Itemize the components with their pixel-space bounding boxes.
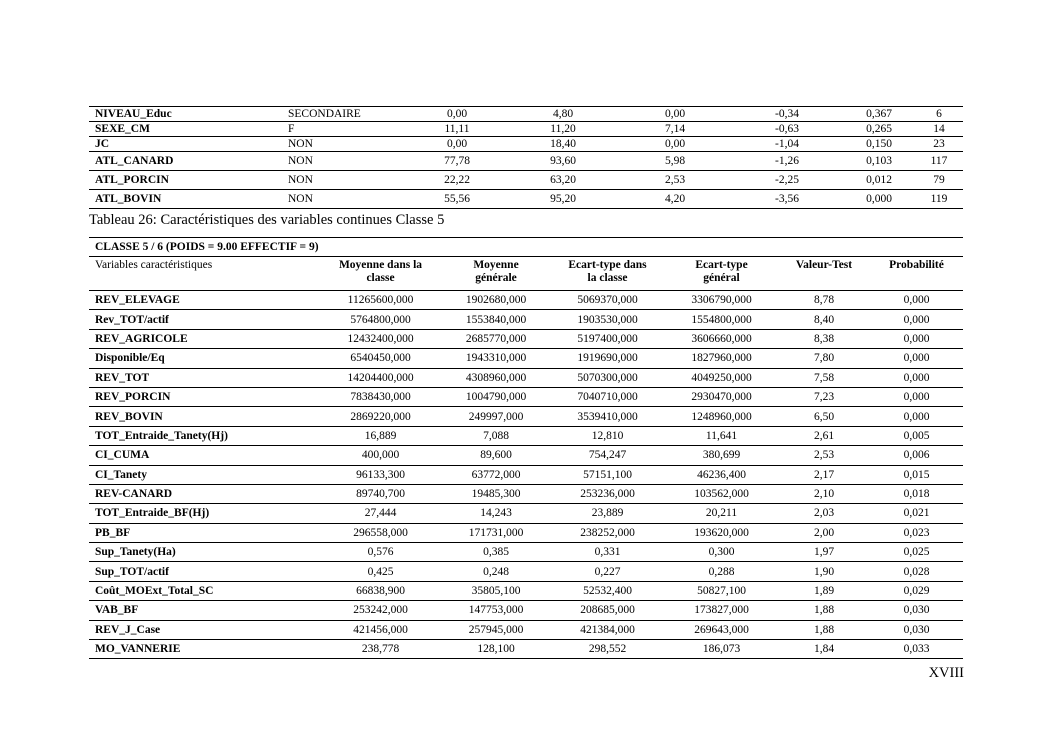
table-row (89, 171, 963, 190)
table-row (89, 504, 963, 523)
value-cell: 238,778 (319, 640, 442, 659)
table-row (89, 620, 963, 639)
value-cell: 1943310,000 (442, 349, 550, 368)
modality-cell: F (282, 122, 407, 137)
value-cell: 0,00 (407, 107, 507, 122)
column-header (89, 257, 319, 291)
value-cell: 193620,000 (665, 523, 778, 542)
value-cell: 2930470,000 (665, 387, 778, 406)
value-cell: 1248960,000 (665, 407, 778, 426)
header-row (89, 257, 963, 291)
value-cell: -0,63 (731, 122, 843, 137)
variable-name-cell: JC (89, 137, 282, 152)
value-cell: 0,425 (319, 562, 442, 581)
value-cell: 2,61 (778, 426, 870, 445)
value-cell: 14,243 (442, 504, 550, 523)
value-cell: 0,265 (843, 122, 915, 137)
value-cell: 3606660,000 (665, 329, 778, 348)
modality-cell: NON (282, 152, 407, 171)
table-row (89, 190, 963, 209)
value-cell: 11,11 (407, 122, 507, 137)
value-cell: 12,810 (550, 426, 665, 445)
value-cell: 63772,000 (442, 465, 550, 484)
value-cell: 208685,000 (550, 601, 665, 620)
value-cell: 5069370,000 (550, 291, 665, 310)
value-cell: 0,000 (870, 368, 963, 387)
value-cell: 2,53 (778, 446, 870, 465)
variable-name-cell: MO_VANNERIE (89, 640, 319, 659)
table-row (89, 601, 963, 620)
value-cell: 1554800,000 (665, 310, 778, 329)
value-cell: 55,56 (407, 190, 507, 209)
variable-name-cell: REV_J_Case (89, 620, 319, 639)
value-cell: 2,00 (778, 523, 870, 542)
value-cell: 50827,100 (665, 581, 778, 600)
value-cell: 2,53 (619, 171, 731, 190)
column-header-line1: Moyenne dans la (338, 259, 423, 271)
variable-name-cell: ATL_PORCIN (89, 171, 282, 190)
value-cell: 11265600,000 (319, 291, 442, 310)
value-cell: 1,84 (778, 640, 870, 659)
value-cell: 421456,000 (319, 620, 442, 639)
value-cell: 95,20 (507, 190, 619, 209)
column-header-line2: la classe (587, 272, 628, 284)
value-cell: 4,20 (619, 190, 731, 209)
column-header-line1: Ecart-type dans (568, 259, 647, 271)
value-cell: 0,021 (870, 504, 963, 523)
variable-name-cell: CI_Tanety (89, 465, 319, 484)
value-cell: 57151,100 (550, 465, 665, 484)
value-cell: 11,20 (507, 122, 619, 137)
value-cell: 1,97 (778, 543, 870, 562)
modality-cell: SECONDAIRE (282, 107, 407, 122)
table-row (89, 465, 963, 484)
column-header (778, 257, 870, 291)
table-row (89, 562, 963, 581)
column-header (319, 257, 442, 291)
value-cell: 0,023 (870, 523, 963, 542)
value-cell: 0,028 (870, 562, 963, 581)
value-cell: 18,40 (507, 137, 619, 152)
value-cell: 27,444 (319, 504, 442, 523)
value-cell: 4049250,000 (665, 368, 778, 387)
value-cell: 14204400,000 (319, 368, 442, 387)
value-cell: 298,552 (550, 640, 665, 659)
column-header-line2: générale (475, 272, 517, 284)
table-row (89, 426, 963, 445)
value-cell: 754,247 (550, 446, 665, 465)
variable-name-cell: SEXE_CM (89, 122, 282, 137)
value-cell: -1,26 (731, 152, 843, 171)
variable-name-cell: ATL_BOVIN (89, 190, 282, 209)
table-row (89, 152, 963, 171)
variable-name-cell: REV-CANARD (89, 484, 319, 503)
value-cell: 4308960,000 (442, 368, 550, 387)
variable-name-cell: PB_BF (89, 523, 319, 542)
value-cell: 0,030 (870, 620, 963, 639)
column-header (665, 257, 778, 291)
value-cell: 0,000 (870, 349, 963, 368)
value-cell: -3,56 (731, 190, 843, 209)
variable-name-cell: CI_CUMA (89, 446, 319, 465)
value-cell: 11,641 (665, 426, 778, 445)
value-cell: 79 (915, 171, 963, 190)
value-cell: 380,699 (665, 446, 778, 465)
value-cell: 6540450,000 (319, 349, 442, 368)
value-cell: 4,80 (507, 107, 619, 122)
value-cell: 2,10 (778, 484, 870, 503)
value-cell: 2,03 (778, 504, 870, 523)
variable-name-cell: Sup_TOT/actif (89, 562, 319, 581)
value-cell: 421384,000 (550, 620, 665, 639)
value-cell: 253236,000 (550, 484, 665, 503)
table-row (89, 407, 963, 426)
value-cell: 269643,000 (665, 620, 778, 639)
value-cell: 238252,000 (550, 523, 665, 542)
value-cell: 0,00 (619, 137, 731, 152)
value-cell: 0,227 (550, 562, 665, 581)
value-cell: 3539410,000 (550, 407, 665, 426)
value-cell: 0,367 (843, 107, 915, 122)
table-caption: Tableau 26: Caractéristiques des variables continues Classe 5 (89, 212, 445, 228)
value-cell: 66838,900 (319, 581, 442, 600)
value-cell: 0,006 (870, 446, 963, 465)
variable-name-cell: TOT_Entraide_BF(Hj) (89, 504, 319, 523)
column-header-line1: Probabilité (889, 259, 944, 271)
column-header-line2: général (703, 272, 740, 284)
value-cell: 7838430,000 (319, 387, 442, 406)
modality-cell: NON (282, 171, 407, 190)
value-cell: 147753,000 (442, 601, 550, 620)
value-cell: -2,25 (731, 171, 843, 190)
value-cell: 7,088 (442, 426, 550, 445)
value-cell: 5764800,000 (319, 310, 442, 329)
value-cell: 7040710,000 (550, 387, 665, 406)
table-row (89, 122, 963, 137)
value-cell: 0,300 (665, 543, 778, 562)
value-cell: 3306790,000 (665, 291, 778, 310)
column-header-line1: Ecart-type (695, 259, 748, 271)
column-header (442, 257, 550, 291)
variable-name-cell: Rev_TOT/actif (89, 310, 319, 329)
value-cell: 0,248 (442, 562, 550, 581)
value-cell: 22,22 (407, 171, 507, 190)
table-row (89, 329, 963, 348)
value-cell: 35805,100 (442, 581, 550, 600)
value-cell: 296558,000 (319, 523, 442, 542)
column-header-line1: Variables caractéristiques (95, 259, 213, 271)
value-cell: 63,20 (507, 171, 619, 190)
value-cell: 0,000 (870, 291, 963, 310)
value-cell: 89,600 (442, 446, 550, 465)
value-cell: 103562,000 (665, 484, 778, 503)
value-cell: 0,005 (870, 426, 963, 445)
variable-name-cell: NIVEAU_Educ (89, 107, 282, 122)
value-cell: 1,90 (778, 562, 870, 581)
value-cell: 0,150 (843, 137, 915, 152)
value-cell: 0,018 (870, 484, 963, 503)
value-cell: 0,000 (870, 329, 963, 348)
value-cell: 1,89 (778, 581, 870, 600)
value-cell: 6,50 (778, 407, 870, 426)
variable-name-cell: TOT_Entraide_Tanety(Hj) (89, 426, 319, 445)
value-cell: 0,00 (619, 107, 731, 122)
value-cell: -0,34 (731, 107, 843, 122)
modalities-table (89, 106, 963, 209)
value-cell: 1553840,000 (442, 310, 550, 329)
value-cell: 52532,400 (550, 581, 665, 600)
value-cell: 89740,700 (319, 484, 442, 503)
value-cell: 19485,300 (442, 484, 550, 503)
value-cell: 1827960,000 (665, 349, 778, 368)
value-cell: 0,012 (843, 171, 915, 190)
table-row (89, 137, 963, 152)
value-cell: 5197400,000 (550, 329, 665, 348)
value-cell: 93,60 (507, 152, 619, 171)
value-cell: 0,000 (843, 190, 915, 209)
value-cell: 257945,000 (442, 620, 550, 639)
value-cell: 20,211 (665, 504, 778, 523)
value-cell: 8,40 (778, 310, 870, 329)
column-header-line2: classe (366, 272, 395, 284)
class-title: CLASSE 5 / 6 (POIDS = 9.00 EFFECTIF = 9) (89, 238, 963, 257)
value-cell: 14 (915, 122, 963, 137)
value-cell: 0,033 (870, 640, 963, 659)
table-row (89, 310, 963, 329)
value-cell: 173827,000 (665, 601, 778, 620)
variable-name-cell: REV_TOT (89, 368, 319, 387)
value-cell: 0,000 (870, 310, 963, 329)
column-header-line1: Valeur-Test (795, 259, 853, 271)
variable-name-cell: Disponible/Eq (89, 349, 319, 368)
value-cell: 1902680,000 (442, 291, 550, 310)
value-cell: 249997,000 (442, 407, 550, 426)
value-cell: 1004790,000 (442, 387, 550, 406)
variable-name-cell: Coût_MOExt_Total_SC (89, 581, 319, 600)
value-cell: 0,00 (407, 137, 507, 152)
value-cell: 7,23 (778, 387, 870, 406)
variable-name-cell: ATL_CANARD (89, 152, 282, 171)
value-cell: 6 (915, 107, 963, 122)
column-header (550, 257, 665, 291)
variable-name-cell: REV_PORCIN (89, 387, 319, 406)
value-cell: 23 (915, 137, 963, 152)
value-cell: 0,288 (665, 562, 778, 581)
value-cell: 5,98 (619, 152, 731, 171)
value-cell: 186,073 (665, 640, 778, 659)
page-number: XVIII (928, 665, 964, 681)
value-cell: 46236,400 (665, 465, 778, 484)
value-cell: 117 (915, 152, 963, 171)
table-row (89, 368, 963, 387)
table-row (89, 291, 963, 310)
value-cell: 1903530,000 (550, 310, 665, 329)
value-cell: 8,78 (778, 291, 870, 310)
variable-name-cell: Sup_Tanety(Ha) (89, 543, 319, 562)
value-cell: 7,58 (778, 368, 870, 387)
table-row (89, 387, 963, 406)
value-cell: 16,889 (319, 426, 442, 445)
table-row (89, 523, 963, 542)
value-cell: 77,78 (407, 152, 507, 171)
value-cell: 0,000 (870, 407, 963, 426)
value-cell: 253242,000 (319, 601, 442, 620)
table-row (89, 107, 963, 122)
value-cell: 171731,000 (442, 523, 550, 542)
variable-name-cell: REV_ELEVAGE (89, 291, 319, 310)
modality-cell: NON (282, 137, 407, 152)
value-cell: 119 (915, 190, 963, 209)
variable-name-cell: VAB_BF (89, 601, 319, 620)
value-cell: 23,889 (550, 504, 665, 523)
value-cell: 1919690,000 (550, 349, 665, 368)
value-cell: 0,576 (319, 543, 442, 562)
value-cell: 0,030 (870, 601, 963, 620)
value-cell: 0,331 (550, 543, 665, 562)
value-cell: 7,80 (778, 349, 870, 368)
table-row (89, 484, 963, 503)
continuous-variables-table (89, 237, 963, 659)
column-header (870, 257, 963, 291)
class-title-row (89, 238, 963, 257)
table-row (89, 349, 963, 368)
value-cell: 2685770,000 (442, 329, 550, 348)
table-row (89, 581, 963, 600)
value-cell: 1,88 (778, 601, 870, 620)
value-cell: 0,000 (870, 387, 963, 406)
value-cell: 2869220,000 (319, 407, 442, 426)
value-cell: 0,015 (870, 465, 963, 484)
value-cell: 2,17 (778, 465, 870, 484)
value-cell: 0,385 (442, 543, 550, 562)
column-header-line1: Moyenne (473, 259, 519, 271)
value-cell: 5070300,000 (550, 368, 665, 387)
value-cell: 0,103 (843, 152, 915, 171)
table-row (89, 543, 963, 562)
table-row (89, 446, 963, 465)
value-cell: -1,04 (731, 137, 843, 152)
value-cell: 0,029 (870, 581, 963, 600)
value-cell: 8,38 (778, 329, 870, 348)
variable-name-cell: REV_AGRICOLE (89, 329, 319, 348)
value-cell: 7,14 (619, 122, 731, 137)
modality-cell: NON (282, 190, 407, 209)
table-row (89, 640, 963, 659)
value-cell: 0,025 (870, 543, 963, 562)
value-cell: 400,000 (319, 446, 442, 465)
value-cell: 96133,300 (319, 465, 442, 484)
value-cell: 1,88 (778, 620, 870, 639)
variable-name-cell: REV_BOVIN (89, 407, 319, 426)
value-cell: 128,100 (442, 640, 550, 659)
value-cell: 12432400,000 (319, 329, 442, 348)
